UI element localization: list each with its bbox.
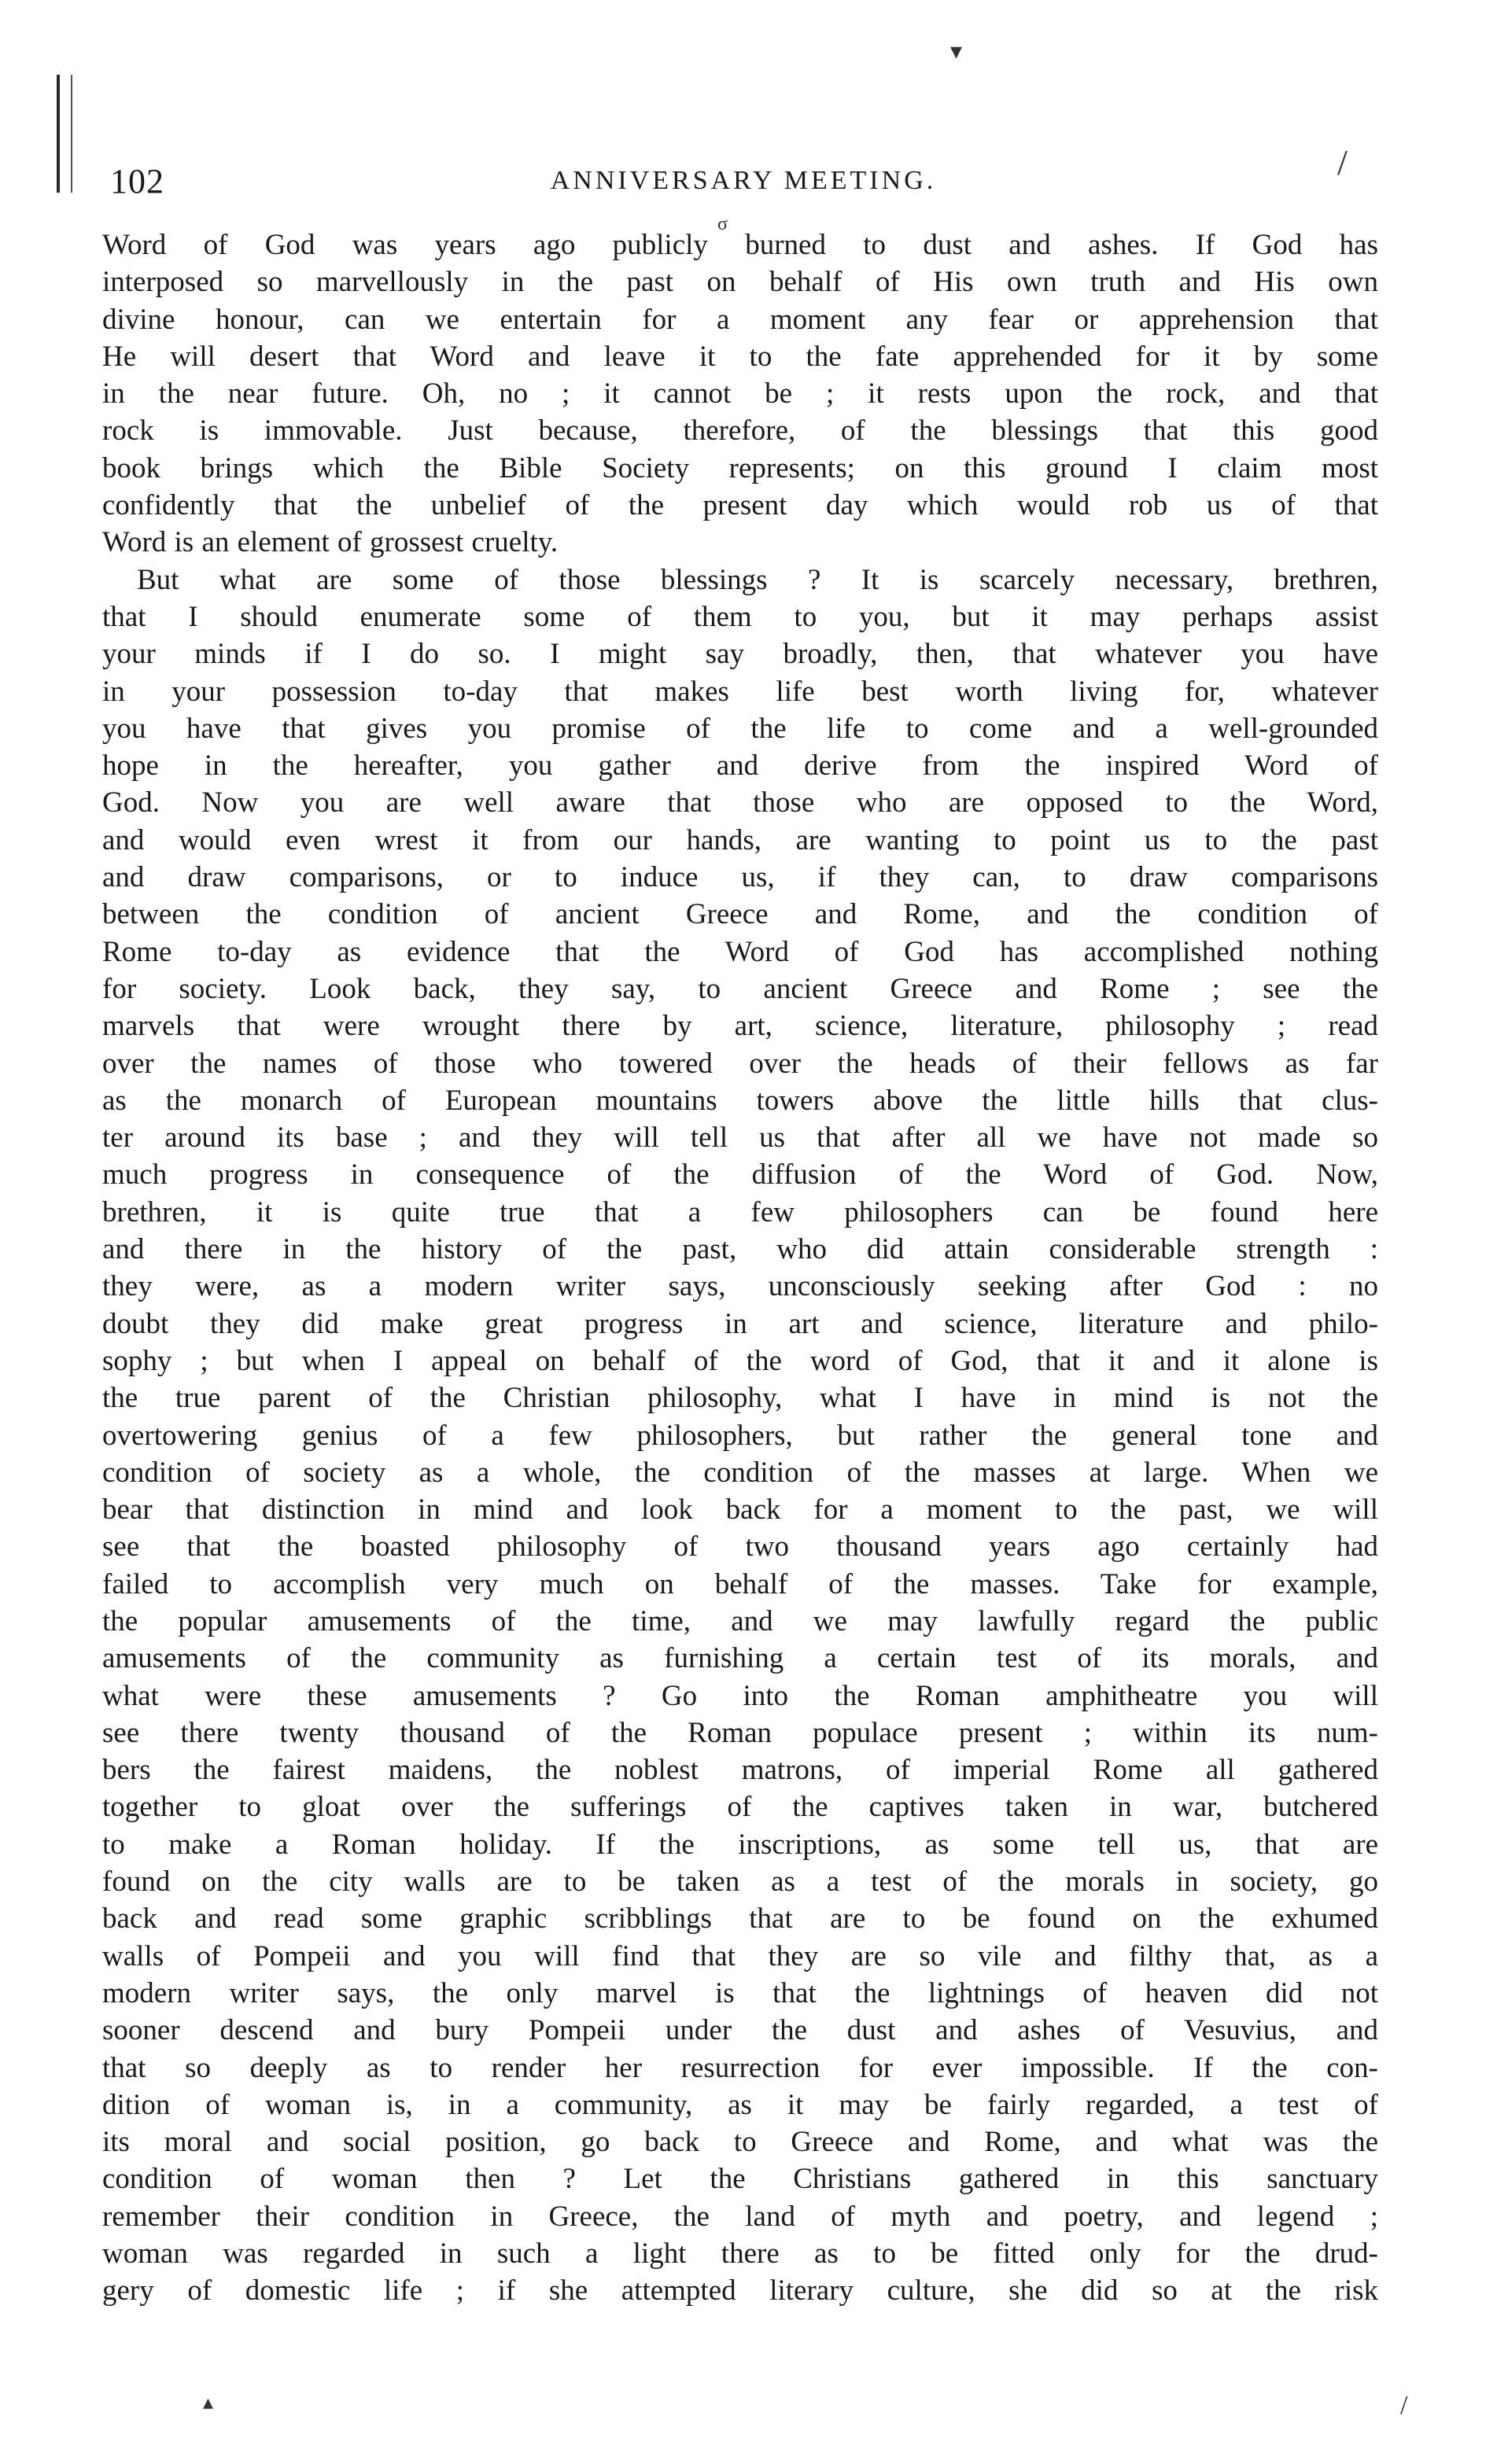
margin-binding-mark [57, 75, 72, 193]
text-line: confidently that the unbelief of the present day which would rob us of that [102, 489, 1378, 522]
text-line: He will desert that Word and leave it to the fate apprehended for it by some [102, 340, 1378, 373]
stray-ink-mark: σ [717, 214, 728, 234]
text-line: between the condition of ancient Greece and Rome, and the condition of [102, 898, 1378, 931]
text-line: brethren, it is quite true that a few philosophers can be found here [102, 1195, 1378, 1228]
text-line: God. Now you are well aware that those who are opposed to the Word, [102, 786, 1378, 819]
body-text [102, 227, 1378, 2310]
text-line: found on the city walls are to be taken as a test of the morals in society, go [102, 1865, 1378, 1899]
text-line: walls of Pompeii and you will find that they are so vile and filthy that, as a [102, 1939, 1378, 1972]
text-line: Word of God was years ago publicly burned to dust and ashes. If God has [102, 229, 1378, 261]
stray-ink-mark: ▾ [950, 39, 963, 64]
text-line: much progress in consequence of the diffusion of the Word of God. Now, [102, 1158, 1378, 1191]
text-line: you have that gives you promise of the life to come and a well-grounded [102, 712, 1378, 745]
text-line: to make a Roman holiday. If the inscriptions, as some tell us, that are [102, 1828, 1378, 1861]
text-line: that so deeply as to render her resurrection for ever impossible. If the con- [102, 2051, 1378, 2084]
text-line: bear that distinction in mind and look back for a moment to the past, we will [102, 1494, 1378, 1527]
page-header [102, 161, 1384, 216]
text-line: interposed so marvellously in the past on behalf of His own truth and His own [102, 266, 1378, 299]
text-line: in your possession to-day that makes life best worth living for, whatever [102, 675, 1378, 708]
text-line: condition of society as a whole, the condition of the masses at large. When we [102, 1456, 1378, 1489]
text-line: together to gloat over the sufferings of the captives taken in war, butchered [102, 1791, 1378, 1824]
text-line: sophy ; but when I appeal on behalf of the word of God, that it and it alone is [102, 1344, 1378, 1377]
text-line: see that the boasted philosophy of two thousand years ago certainly had [102, 1530, 1378, 1563]
text-line: its moral and social position, go back to Greece and Rome, and what was the [102, 2126, 1378, 2159]
text-line: for society. Look back, they say, to ancient Greece and Rome ; see the [102, 972, 1378, 1005]
stray-ink-mark: / [1400, 2391, 1408, 2420]
text-line: ter around its base ; and they will tell us that after all we have not made so [102, 1122, 1378, 1155]
text-line: marvels that were wrought there by art, science, literature, philosophy ; read [102, 1010, 1378, 1043]
text-line: remember their condition in Greece, the land of myth and poetry, and legend ; [102, 2200, 1378, 2233]
text-line: as the monarch of European mountains towers above the little hills that clus- [102, 1084, 1378, 1117]
text-line: dition of woman is, in a community, as it may be fairly regarded, a test of [102, 2088, 1378, 2121]
text-line: your minds if I do so. I might say broadly, then, that whatever you have [102, 638, 1378, 671]
text-line: condition of woman then ? Let the Christians gathered in this sanctuary [102, 2163, 1378, 2196]
text-line: Rome to-day as evidence that the Word of God has accomplished nothing [102, 935, 1378, 968]
stray-ink-mark: ▴ [203, 2391, 214, 2414]
text-line: in the near future. Oh, no ; it cannot be ; it rests upon the rock, and that [102, 378, 1378, 411]
text-line: overtowering genius of a few philosophers, but rather the general tone and [102, 1419, 1378, 1452]
text-line: amusements of the community as furnishing a certain test of its morals, and [102, 1642, 1378, 1675]
text-line: gery of domestic life ; if she attempted literary culture, she did so at the risk [102, 2274, 1378, 2307]
text-line: sooner descend and bury Pompeii under the dust and ashes of Vesuvius, and [102, 2014, 1378, 2047]
text-line: back and read some graphic scribblings that are to be found on the exhumed [102, 1902, 1378, 1935]
text-line: the popular amusements of the time, and we may lawfully regard the public [102, 1604, 1378, 1637]
text-line: book brings which the Bible Society represents; on this ground I claim most [102, 451, 1378, 484]
text-line: modern writer says, the only marvel is that the lightnings of heaven did not [102, 1976, 1378, 2009]
text-line: rock is immovable. Just because, therefore, of the blessings that this good [102, 414, 1378, 447]
running-head: ANNIVERSARY MEETING. [550, 166, 937, 195]
stray-ink-mark: / [1337, 142, 1348, 182]
text-line: they were, as a modern writer says, unconsciously seeking after God : no [102, 1270, 1378, 1303]
text-line: divine honour, can we entertain for a moment any fear or apprehension that [102, 303, 1378, 336]
text-line: the true parent of the Christian philosophy, what I have in mind is not the [102, 1382, 1378, 1415]
page-number: 102 [110, 162, 164, 201]
text-line: But what are some of those blessings ? It is scarcely necessary, brethren, [137, 563, 1378, 596]
text-line: what were these amusements ? Go into the Roman amphitheatre you will [102, 1679, 1378, 1712]
text-line: Word is an element of grossest cruelty. [102, 526, 559, 559]
text-line: and would even wrest it from our hands, are wanting to point us to the past [102, 823, 1378, 856]
text-line: doubt they did make great progress in art and science, literature and philo- [102, 1307, 1378, 1340]
text-line: bers the fairest maidens, the noblest matrons, of imperial Rome all gathered [102, 1754, 1378, 1787]
text-line: and there in the history of the past, who did attain considerable strength : [102, 1233, 1378, 1266]
text-line: hope in the hereafter, you gather and derive from the inspired Word of [102, 750, 1378, 783]
text-line: see there twenty thousand of the Roman populace present ; within its num- [102, 1716, 1378, 1749]
text-line: that I should enumerate some of them to you, but it may perhaps assist [102, 600, 1378, 633]
text-line: over the names of those who towered over the heads of their fellows as far [102, 1047, 1378, 1080]
text-line: failed to accomplish very much on behalf of the masses. Take for example, [102, 1567, 1378, 1600]
text-line: woman was regarded in such a light there as to be fitted only for the drud- [102, 2237, 1378, 2271]
text-line: and draw comparisons, or to induce us, if they can, to draw comparisons [102, 861, 1378, 894]
